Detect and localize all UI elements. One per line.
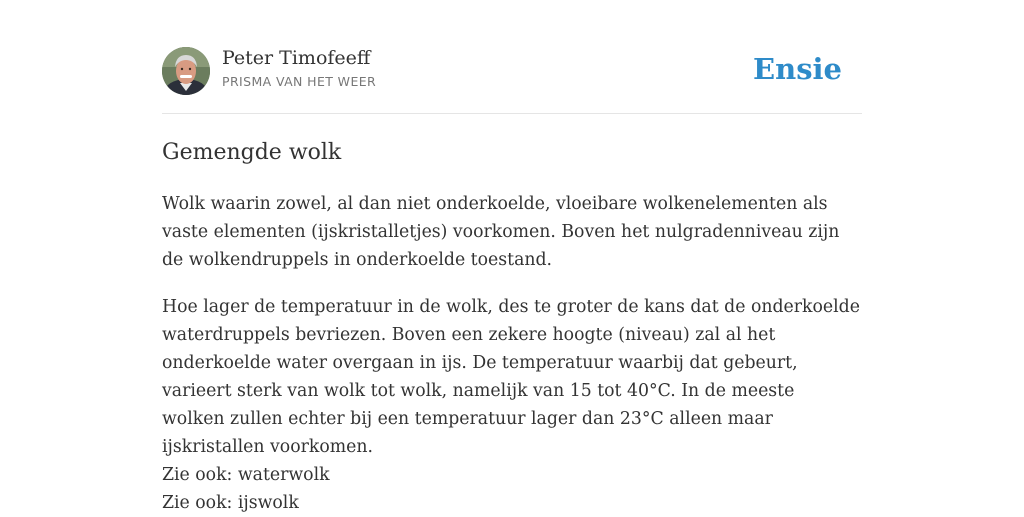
header-divider [162,113,862,114]
article-paragraph: Wolk waarin zowel, al dan niet onderkoelde, vloeibare wolkenelementen als vaste elementen (ijskristalletjes) voorkomen. Boven het nulgradenniveau zijn de wolkendruppels in onderkoelde toestand. [162,194,840,270]
see-also-prefix: Zie ook: [162,465,238,485]
see-also-line [162,489,299,517]
article-header [162,46,862,96]
see-also-prefix: Zie ook: [162,493,238,513]
page-title: Gemengde wolk [162,140,342,165]
author-portrait-icon [162,47,210,95]
author-name[interactable]: Peter Timofeeff [222,47,371,69]
article-page [162,0,862,512]
author-subtitle: PRISMA VAN HET WEER [222,74,377,89]
see-also-line [162,461,330,489]
brand-logo[interactable]: Ensie [753,52,842,86]
article-paragraph: Hoe lager de temperatuur in de wolk, des te groter de kans dat de onderkoelde waterdruppels bevriezen. Boven een zekere hoogte (niveau) zal al het onderkoelde water overgaan in ijs. De temperatuur waarbij dat gebeurt, varieert sterk van wolk tot wolk, namelijk van 15 tot 40°C. In de meeste wolken zullen echter bij een temperatuur lager dan 23°C alleen maar ijskristallen voorkomen. [162,297,860,457]
see-also-link-waterwolk[interactable]: waterwolk [237,465,330,485]
author-avatar[interactable] [162,47,210,95]
see-also-link-ijswolk[interactable]: ijswolk [237,493,299,513]
